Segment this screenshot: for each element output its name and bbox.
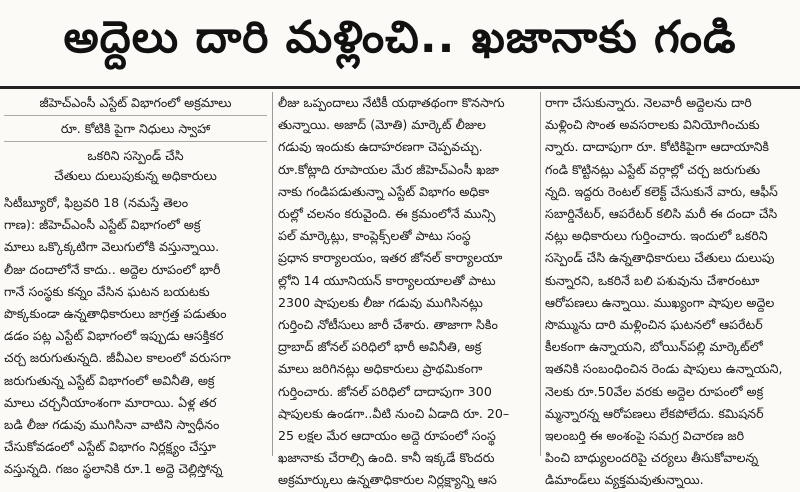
deck-rule xyxy=(4,141,267,142)
body-line: ప్రధాన కార్యాలయం, ఇతర జోనల్ కార్యాలయా xyxy=(278,250,503,266)
body-line: ఇతనికి సంబంధించిన రెండు షాపులు ఉన్నాయని, xyxy=(545,361,783,377)
body-line: పల్ మార్కెట్లు, కాంప్లెక్స్‌లతో పాటు సంస్థ xyxy=(278,228,471,244)
column-divider xyxy=(272,92,273,456)
body-line: నాకు గండిపడుతున్నా ఎస్టేట్ విభాగం అధికా xyxy=(278,183,490,199)
body-line: ల్లోని 14 యూనియన్ కార్యాలయాలతో పాటు xyxy=(278,272,496,288)
body-line: రాగా చేసుకున్నారు. నెలవారీ అద్దెలను దారి xyxy=(545,95,752,110)
body-line: సిటీబ్యూరో, ఫిబ్రవరి 18 (నమస్తే తెలం xyxy=(4,195,189,210)
body-line: జరుగుతున్న ఎస్టేట్ విభాగంలో అవినీతి, అక్ర xyxy=(4,372,215,388)
deck-rule xyxy=(4,115,267,116)
body-line: సస్పెండ్ చేసి ఉన్నతాధికారులు చేతులు దులుపు xyxy=(545,250,775,266)
body-line: ఇలంబర్తి ఈ అంశంపై సమగ్ర విచారణ జరి xyxy=(545,428,745,444)
body-line: న్నది. ఇద్దరు రెంటల్ కలెక్ట్ చేసుకునే వారు, ఆఫీస్ xyxy=(545,183,778,199)
body-line: డడం పట్ల ఎస్టేట్ విభాగంలో ఇప్పుడు ఆసక్తికర xyxy=(4,328,224,344)
body-line: డిమాండ్‌లు వ్యక్తమవుతున్నాయి. xyxy=(545,472,704,488)
deck-line: చేతులు దులుపుకున్న అధికారులు xyxy=(54,168,217,183)
article-column-1 xyxy=(4,92,267,477)
body-line: పించి బాధ్యులందరిపై చర్యలు తీసుకోవాలన్న xyxy=(545,450,759,466)
article-body-2 xyxy=(278,92,535,492)
body-line: గానే సంస్థకు కన్నం వేసిన ఘటన బయటకు xyxy=(4,283,210,299)
body-line: 2300 షాపులకు లీజు గడువు ముగిసినట్లు xyxy=(278,294,483,310)
column-divider xyxy=(540,92,541,456)
body-line: గండి కొట్టినట్లు ఎస్టేట్ వర్గాల్లో చర్చ జరుగుతు xyxy=(545,161,761,177)
body-line: చేసుకోవడంలో ఎస్టేట్ విభాగం నిర్లక్ష్యం చేస్తూ xyxy=(4,439,216,455)
body-line: మ్మన్నారన్న ఆరోపణలు లేకపోలేదు. కమిషనర్ xyxy=(545,405,764,421)
body-line: సబార్డినేటర్, ఆపరేటర్ కలిసి మరీ ఈ దందా చేసి xyxy=(545,206,778,222)
body-line: అక్రమార్కులు ఉన్నతాధికారుల నిర్లక్ష్యాన్ని ఆస xyxy=(278,472,497,488)
body-line: చర్చ జరుగుతున్నది. జీవీఎల కాలంలో వరుసగా xyxy=(4,350,231,366)
body-line: మాలు జరిగినట్లు అధికారులు ప్రాథమికంగా xyxy=(278,361,483,377)
body-line: నట్లు అధికారులు గుర్తించారు. ఇందులో ఒకరిని xyxy=(545,228,768,244)
deck-line: జీహెచ్‌ఎంసీ ఎస్టేట్ విభాగంలో అక్రమాలు xyxy=(39,95,232,110)
body-line: ఖజానాకు చేరాల్సి ఉంది. కానీ ఇక్కడే కొందరు xyxy=(278,450,495,466)
headline: అద్దెలు దారి మళ్లించి.. ఖజానాకు గండి xyxy=(63,12,737,63)
article-body-3 xyxy=(545,92,798,492)
body-line: లీజు దందాలోనే కాదు.. అద్దెల రూపంలో భారీ xyxy=(4,261,221,277)
body-line: పొక్కకుండా ఉన్నతాధికారులు జాగ్రత్త పడుతుం xyxy=(4,306,227,322)
article-body-1 xyxy=(4,192,267,481)
body-line: రుల్లో చలనం కరువైంది. ఈ క్రమంలోనే మున్సి xyxy=(278,206,496,222)
body-line: ఆరోపణలు ఉన్నాయి. ముఖ్యంగా షాపుల అద్దెల xyxy=(545,294,775,310)
body-line: షాపులకు ఉండగా..వీటి నుంచి ఏడాది రూ. 20– xyxy=(278,405,510,421)
article-column-3 xyxy=(545,92,798,488)
headline-rule xyxy=(0,86,800,89)
body-line: మళ్లించి సొంత అవసరాలకు వినియోగించుకు xyxy=(545,117,760,133)
body-line: గాణ): జీహెచ్‌ఎంసీ ఎస్టేట్ విభాగంలో అక్ర xyxy=(4,217,201,233)
body-line: లీజు ఒప్పందాలు నేటికీ యథాతథంగా కొనసాగు xyxy=(278,95,505,110)
body-line: గడువు ఇందుకు ఉదాహరణగా చెప్పవచ్చు. xyxy=(278,139,483,155)
deck-line: ఒకరిని సస్పెండ్ చేసి xyxy=(87,148,184,163)
body-line: వస్తున్నది. గజం స్థలానికి రూ.1 అద్దె చెల్లిస్తోన్న xyxy=(4,461,223,477)
body-line: ద్రాబాద్ జోనల్ పరిధిలో భారీ అవినీతి, అక్ర xyxy=(278,339,482,355)
deck-line: రూ. కోటికి పైగా నిధులు స్వాహా xyxy=(60,121,211,136)
body-line: కున్నారని, ఒకరినే బలి పశువును చేశారంటూ xyxy=(545,272,760,288)
body-line: న్నారు. దాదాపుగా రూ. కోటికిపైగా ఆదాయానికి xyxy=(545,139,769,155)
body-line: రూ.కోట్లాది రూపాయల మేర జీహెచ్‌ఎంసీ ఖజా xyxy=(278,161,499,177)
body-line: నెలకు రూ.50వేల వరకు అద్దెల రూపంలో అక్ర xyxy=(545,383,764,399)
body-line: గుర్తించి నోటీసులు జారీ చేశారు. తాజాగా సికిం xyxy=(278,317,498,333)
body-line: గుర్తించారు. జోనల్ పరిధిలో దాదాపుగా 300 xyxy=(278,383,492,399)
body-line: తున్నాయి. అజాద్ (మోతి) మార్కెట్ లీజుల xyxy=(278,117,486,133)
body-line: బడి లీజు గడువు ముగిసినా వాటిని స్వాధీనం xyxy=(4,417,220,433)
body-line: మాలు ఒక్కొక్కటిగా వెలుగులోకి వస్తున్నాయి. xyxy=(4,239,220,255)
body-line: కీలకంగా ఉన్నాయని, బోయిన్‌పల్లి మార్కెట్‌లో xyxy=(545,339,763,355)
body-line: మాలు చర్చనీయాంశంగా మారాయి. ఏళ్ల తర xyxy=(4,394,217,410)
article-column-2 xyxy=(278,92,535,488)
deck xyxy=(4,92,267,186)
body-line: 25 లక్షల మేర ఆదాయం అద్దె రూపంలో సంస్థ xyxy=(278,428,496,444)
body-line: సొమ్మును దారి మళ్లించిన ఘటనలో ఆపరేటర్ xyxy=(545,317,763,333)
